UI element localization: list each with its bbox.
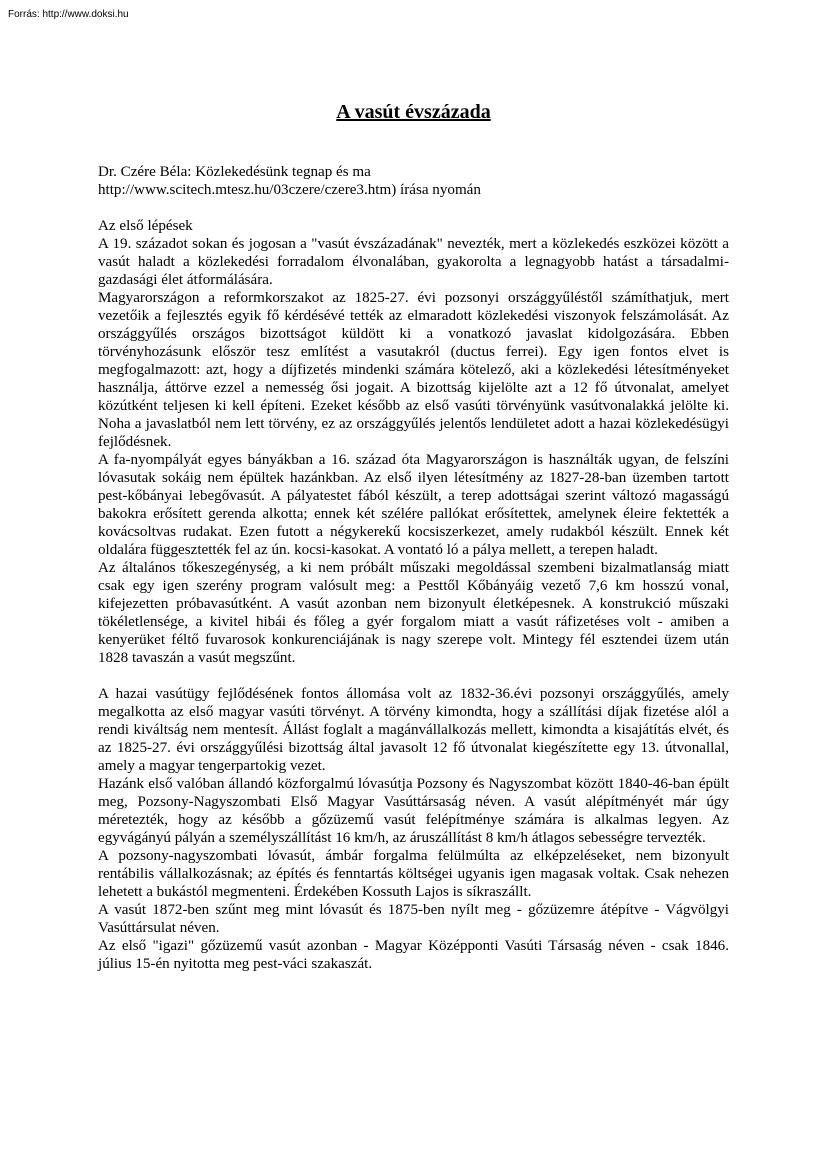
paragraph: A vasút 1872-ben szűnt meg mint lóvasút és 1875-ben nyílt meg - gőzüzemre átépítve - Vágvölgyi Vasúttársulat néven.: [98, 902, 729, 936]
page-title: A vasút évszázada: [336, 101, 491, 123]
section-heading: Az első lépések: [98, 218, 193, 234]
paragraph: Magyarországon a reformkorszakot az 1825-27. évi pozsonyi országgyűléstől számíthatjuk, mert vezetőik a fejlesztés egyik fő kérdésévé tették az elmaradott közlekedési viszonyok felszámolását. Az országgyűlés országos bizottságot küldött ki a vonatkozó javaslat kidolgozására. Ebben törvényhozásunk először tesz említést a vasutakról (ductus ferrei). Egy igen fontos elvet is megfogalmazott: azt, hogy a díjfizetés mindenki számára kötelező, aki a közlekedési létesítményeket használja, áttörve ezzel a nemesség ősi jogait. A bizottság kijelölte azt a 12 fő útvonalat, amelyet közútként teljesen ki kell építeni. Ezeket később az első vasúti törvényünk vasútvonalakká jelölte ki. Noha a javaslatból nem lett törvény, ez az országgyűlés jelentős lendületet adott a hazai közlekedésügyi fejlődésnek.: [98, 290, 729, 450]
paragraph: Az általános tőkeszegénység, a ki nem próbált műszaki megoldással szembeni bizalmatlanság miatt csak egy igen szerény program valósult meg: a Pesttől Kőbányáig vezető 7,6 km hosszú vonal, kifejezetten próbavasútként. A vasút azonban nem bizonyult életképesnek. A konstrukció műszaki tökéletlensége, a kivitel hibái és főleg a gyér forgalom miatt a vasút ráfizetéses volt - amiben a kenyerüket féltő fuvarosok konkurenciájának is nagy szerepe volt. Mintegy fél esztendei üzem után 1828 tavaszán a vasút megszűnt.: [98, 560, 729, 666]
spacer: [98, 667, 729, 685]
document-body: [98, 163, 729, 973]
paragraph: A 19. századot sokan és jogosan a "vasút évszázadának" nevezték, mert a közlekedés eszközei között a vasút haladt a közlekedési forradalom élvonalában, gyakorolta a legnagyobb hatást a társadalmi-gazdasági élet átformálására.: [98, 236, 729, 288]
paragraph: Hazánk első valóban állandó közforgalmú lóvasútja Pozsony és Nagyszombat között 1840-46-ban épült meg, Pozsony-Nagyszombati Első Magyar Vasúttársaság néven. A vasút alépítményét már úgy méretezték, hogy az később a gőzüzemű vasút felépítménye számára is alkalmas legyen. Az egyvágányú pályán a személyszállítást 16 km/h, az áruszállítást 8 km/h átlagos sebességre tervezték.: [98, 776, 729, 846]
paragraph: A pozsony-nagyszombati lóvasút, ámbár forgalma felülmúlta az elképzeléseket, nem bizonyult rentábilis vállalkozásnak; az építés és fenntartás költségei ugyanis igen magasak voltak. Csak nehezen lehetett a bukástól megmenteni. Érdekében Kossuth Lajos is síkraszállt.: [98, 848, 729, 900]
attribution-line-1: Dr. Czére Béla: Közlekedésünk tegnap és ma: [98, 164, 371, 180]
paragraph: A hazai vasútügy fejlődésének fontos állomása volt az 1832-36.évi pozsonyi országgyűlés, amely megalkotta az első magyar vasúti törvényt. A törvény kimondta, hogy a szállítási díjak fizetése alól a rendi kiváltság nem mentesít. Állást foglalt a magánvállalkozás mellett, kimondta a kisajátítás elvét, és az 1825-27. évi országgyűlési bizottság által javasolt 12 fő útvonalat kiegészítette egy 13. útvonallal, amely a magyar tengerpartokig vezet.: [98, 686, 729, 774]
paragraph: A fa-nyompályát egyes bányákban a 16. század óta Magyarországon is használták ugyan, de felszíni lóvasutak sokáig nem épültek hazánkban. Az első ilyen létesítmény az 1827-28-ban üzemben tartott pest-kőbányai lebegővasút. A pályatestet fából készült, a terep adottságai szerint változó magasságú bakokra erősített gerenda alkotta; ennek két szélére pallókat erősítettek, amelynek éleire fektették a kovácsoltvas rudakat. Ezen futott a négykerekű kocsiszerkezet, amely rudakból készült. Ennek két oldalára függesztették fel az ún. kocsi-kasokat. A vontató ló a pálya mellett, a terepen haladt.: [98, 452, 729, 558]
attribution-line-2: http://www.scitech.mtesz.hu/03czere/czere3.htm) írása nyomán: [98, 182, 481, 198]
paragraph: Az első "igazi" gőzüzemű vasút azonban - Magyar Középponti Vasúti Társaság néven - csak 1846. július 15-én nyitotta meg pest-váci szakaszát.: [98, 938, 729, 972]
spacer: [98, 199, 729, 217]
source-label: Forrás: http://www.doksi.hu: [8, 9, 129, 20]
